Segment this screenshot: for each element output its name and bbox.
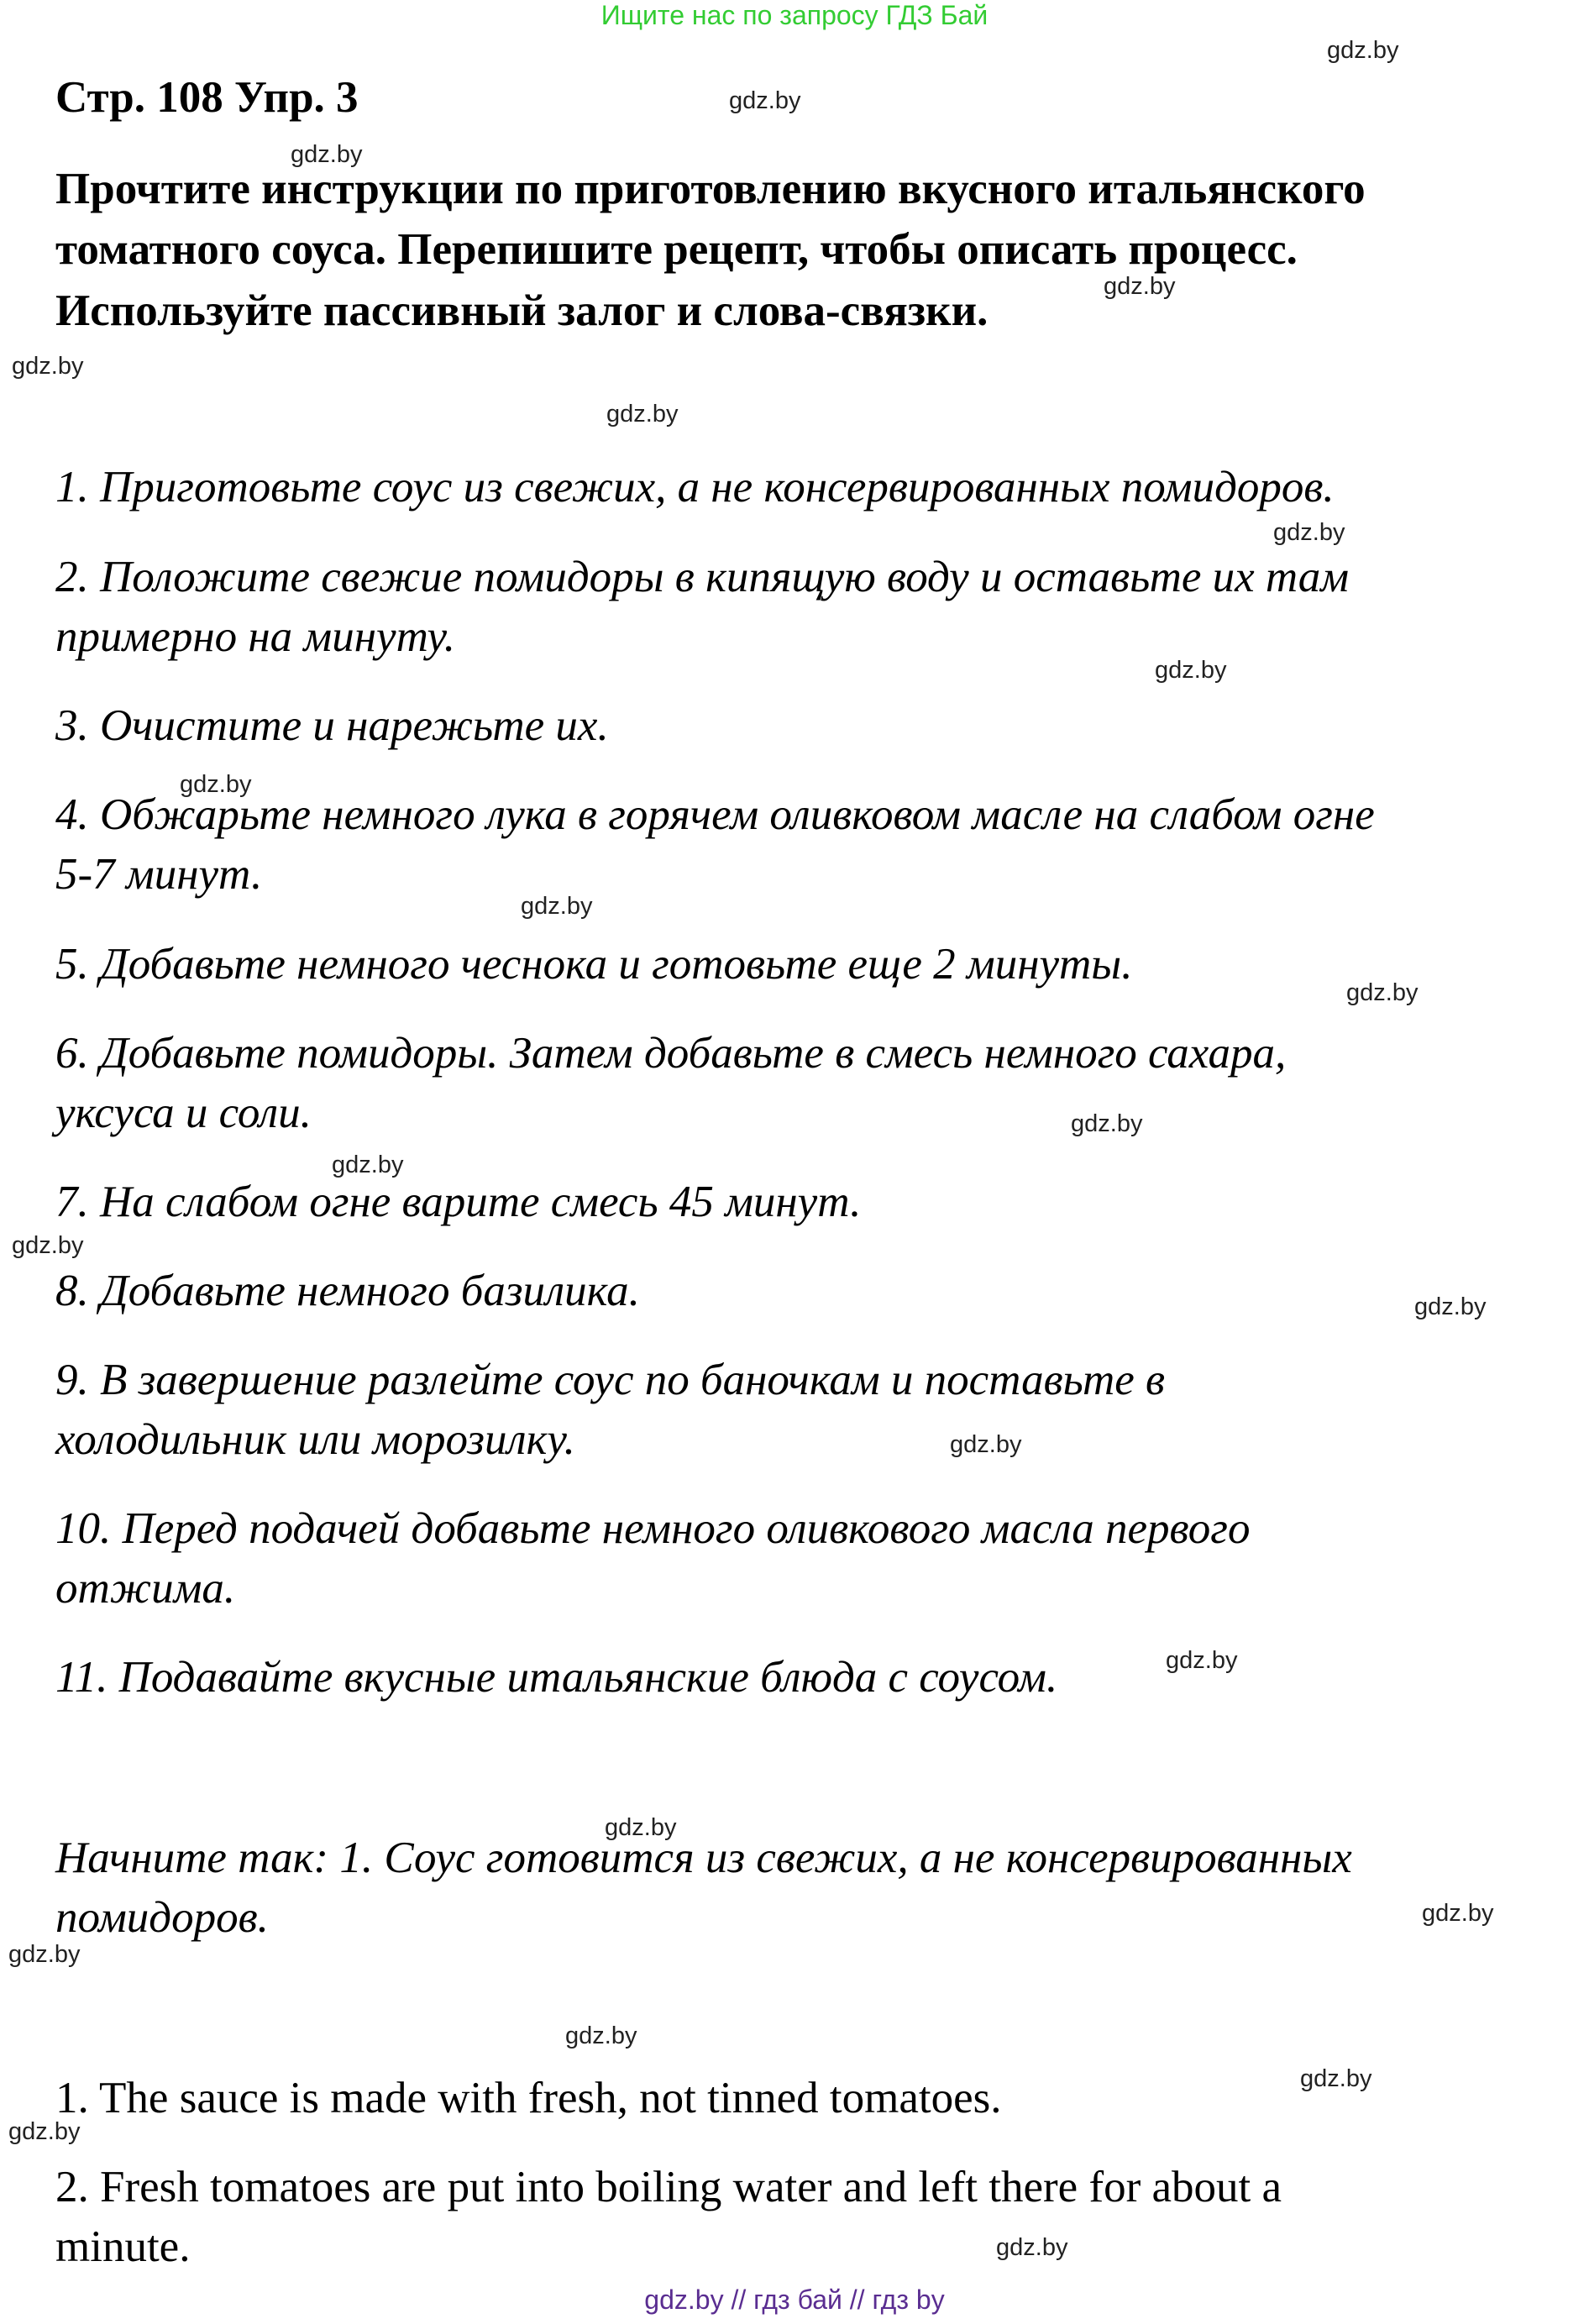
watermark: gdz.by	[1166, 1647, 1238, 1674]
recipe-line: 7. На слабом огне варите смесь 45 минут.	[55, 1178, 862, 1226]
instruction-line: Используйте пассивный залог и слова-связки.	[55, 286, 989, 335]
recipe-line: 6. Добавьте помидоры. Затем добавьте в смесь немного сахара,	[55, 1029, 1287, 1078]
recipe-line: 5. Добавьте немного чеснока и готовьте еще 2 минуты.	[55, 940, 1133, 989]
instruction-line: томатного соуса. Перепишите рецепт, чтобы описать процесс.	[55, 225, 1298, 274]
watermark: gdz.by	[180, 771, 252, 798]
watermark: gdz.by	[1300, 2065, 1372, 2092]
watermark: gdz.by	[332, 1152, 404, 1178]
watermark: gdz.by	[1273, 519, 1345, 546]
watermark: gdz.by	[1414, 1293, 1487, 1320]
recipe-line: 11. Подавайте вкусные итальянские блюда с соусом.	[55, 1653, 1058, 1702]
instruction-line: Прочтите инструкции по приготовлению вкусного итальянского	[55, 165, 1366, 213]
recipe-line: 1. Приготовьте соус из свежих, а не консервированных помидоров.	[55, 463, 1335, 511]
watermark: gdz.by	[1327, 37, 1399, 64]
recipe-line: 3. Очистите и нарежьте их.	[55, 701, 609, 750]
footer-links[interactable]: gdz.by // гдз бай // гдз by	[644, 2285, 945, 2315]
watermark: gdz.by	[1422, 1900, 1494, 1927]
watermark: gdz.by	[521, 893, 593, 920]
recipe-line: 8. Добавьте немного базилика.	[55, 1267, 640, 1315]
watermark: gdz.by	[950, 1431, 1022, 1458]
promo-banner[interactable]: Ищите нас по запросу ГДЗ Бай	[600, 0, 989, 30]
watermark: gdz.by	[606, 401, 679, 428]
watermark: gdz.by	[1071, 1110, 1143, 1137]
answer-line: 2. Fresh tomatoes are put into boiling water and left there for about a	[55, 2163, 1282, 2211]
start-hint-line: помидоров.	[55, 1893, 269, 1942]
recipe-line: примерно на минуту.	[55, 612, 455, 661]
answer-line: minute.	[55, 2222, 191, 2271]
watermark: gdz.by	[1155, 657, 1227, 684]
recipe-line: 5-7 минут.	[55, 850, 263, 899]
watermark: gdz.by	[8, 1941, 81, 1968]
recipe-line: уксуса и соли.	[55, 1089, 312, 1137]
watermark: gdz.by	[291, 141, 363, 168]
watermark: gdz.by	[12, 353, 84, 380]
watermark: gdz.by	[605, 1814, 677, 1841]
watermark: gdz.by	[8, 2118, 81, 2145]
watermark: gdz.by	[12, 1232, 84, 1259]
answer-line: 1. The sauce is made with fresh, not tinned tomatoes.	[55, 2074, 1002, 2122]
recipe-line: 2. Положите свежие помидоры в кипящую воду и оставьте их там	[55, 553, 1350, 601]
watermark: gdz.by	[1104, 273, 1176, 300]
recipe-line: 4. Обжарьте немного лука в горячем оливковом масле на слабом огне	[55, 790, 1375, 839]
start-hint-line: Начните так: 1. Соус готовится из свежих, а не консервированных	[55, 1833, 1352, 1882]
watermark: gdz.by	[1346, 979, 1419, 1006]
page-title: Стр. 108 Упр. 3	[55, 73, 359, 122]
recipe-line: холодильник или морозилку.	[55, 1415, 575, 1464]
watermark: gdz.by	[996, 2234, 1068, 2261]
watermark: gdz.by	[729, 87, 801, 114]
recipe-line: отжима.	[55, 1564, 236, 1613]
recipe-line: 9. В завершение разлейте соус по баночкам и поставьте в	[55, 1356, 1166, 1404]
recipe-line: 10. Перед подачей добавьте немного оливкового масла первого	[55, 1504, 1251, 1553]
watermark: gdz.by	[565, 2022, 637, 2049]
